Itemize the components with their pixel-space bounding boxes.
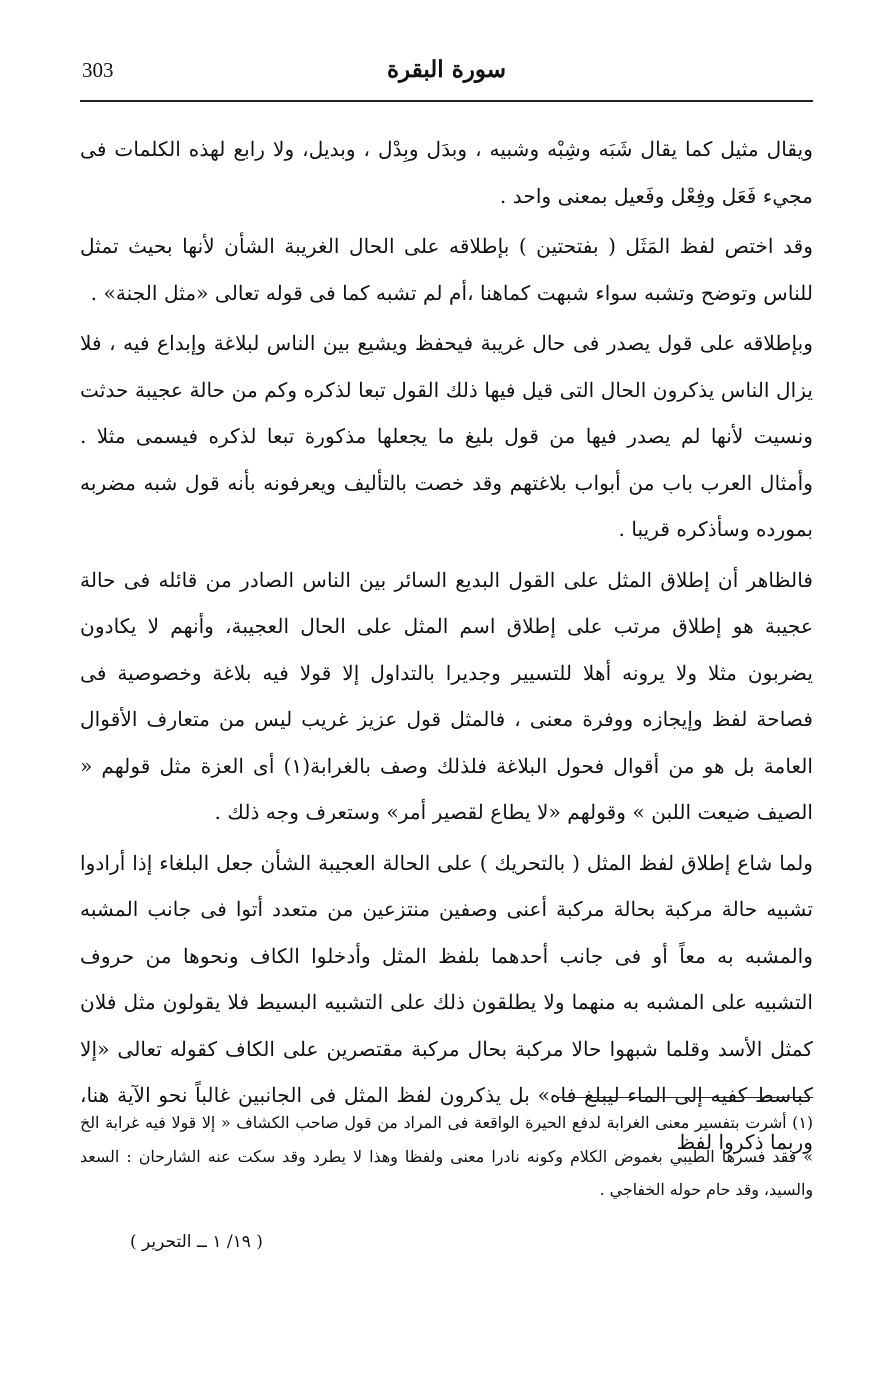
footnote-rule <box>557 1097 813 1098</box>
running-title: سورة البقرة <box>386 56 507 83</box>
header-rule <box>80 100 813 102</box>
page-header <box>80 50 813 96</box>
paragraph: فالظاهر أن إطلاق المثل على القول البديع السائر بين الناس الصادر من قائله فى حالة عجيبة هو إطلاق مرتب على إطلاق اسم المثل على الحال العجيبة، وأنهم لا يكادون يضربون مثلا ولا يرونه أهلا للتسيير وجديرا بالتداول إلا قولا فيه بلاغة وخصوصية فى فصاحة لفظ وإيجازه ووفرة معنى ، فالمثل قول عزيز غريب ليس من متعارف الأقوال العامة بل هو من أقوال فحول البلاغة فلذلك وصف بالغرابة(١) أى العزة مثل قولهم « الصيف ضيعت اللبن » وقولهم «لا يطاع لقصير أمر» وستعرف وجه ذلك . <box>80 567 814 824</box>
body-text <box>80 126 813 1169</box>
paragraph: وقد اختص لفظ المَثَل ( بفتحتين ) بإطلاقه على الحال الغريبة الشأن لأنها بحيث تمثل للناس وتوضح وتشبه سواء شبهت كماهنا ،أم لم تشبه كما فى قوله تعالى «مثل الجنة» . <box>80 234 813 305</box>
paragraph: وبإطلاقه على قول يصدر فى حال غريبة فيحفظ ويشيع بين الناس لبلاغة وإبداع فيه ، فلا يزال الناس يذكرون الحال التى قيل فيها ذلك القول تبعا لذكره وكم من حالة عجيبة حدثت ونسيت لأنها لم يصدر فيها من قول بليغ ما يجعلها مذكورة تبعا لذكره فيسمى مثلا . وأمثال العرب باب من أبواب بلاغتهم وقد خصت بالتأليف ويعرفونه بأنه قول شبه مضربه بمورده وسأذكره قريبا . <box>80 331 813 541</box>
signature-mark: ( ١٩/ ١ ــ التحرير ) <box>130 1232 263 1252</box>
page-number: 303 <box>82 58 114 82</box>
paragraph: ويقال مثيل كما يقال شَبَه وشِبْه وشبيه ، وبدَل وبِدْل ، وبديل، ولا رابع لهذه الكلمات فى مجيء فَعَل وفِعْل وفَعيل بمعنى واحد . <box>80 137 813 208</box>
footnote: (١) أشرت بتفسير معنى الغرابة لدفع الحيرة الواقعة فى المراد من قول صاحب الكشاف « إلا قولا فيه غرابة الخ » فقد فسرها الطيبي بغموض الكلام وكونه نادرا معنى ولفظا وهذا لا يطرد وقد سكت عنه الشارحان : السعد والسيد، وقد حام حوله الخفاجي . <box>80 1113 813 1199</box>
paragraph: ولما شاع إطلاق لفظ المثل ( بالتحريك ) على الحالة العجيبة الشأن جعل البلغاء إذا أرادوا تشبيه حالة مركبة بحالة مركبة أعنى وصفين منتزعين من متعدد أتوا فى جانب المشبه والمشبه به معاً أو فى جانب أحدهما بلفظ المثل وأدخلوا الكاف ونحوها من حروف التشبيه على المشبه به منهما ولا يطلقون ذلك على التشبيه البسيط فلا يقولون مثل فلان كمثل الأسد وقلما شبهوا حالا مركبة بحال مركبة مقتصرين على الكاف كقوله تعالى «إلا كباسط كفيه إلى الماء ليبلغ فاه» بل يذكرون لفظ المثل فى الجانبين غالباً نحو الآية هنا، وربما ذكروا لفظ <box>80 850 813 1154</box>
